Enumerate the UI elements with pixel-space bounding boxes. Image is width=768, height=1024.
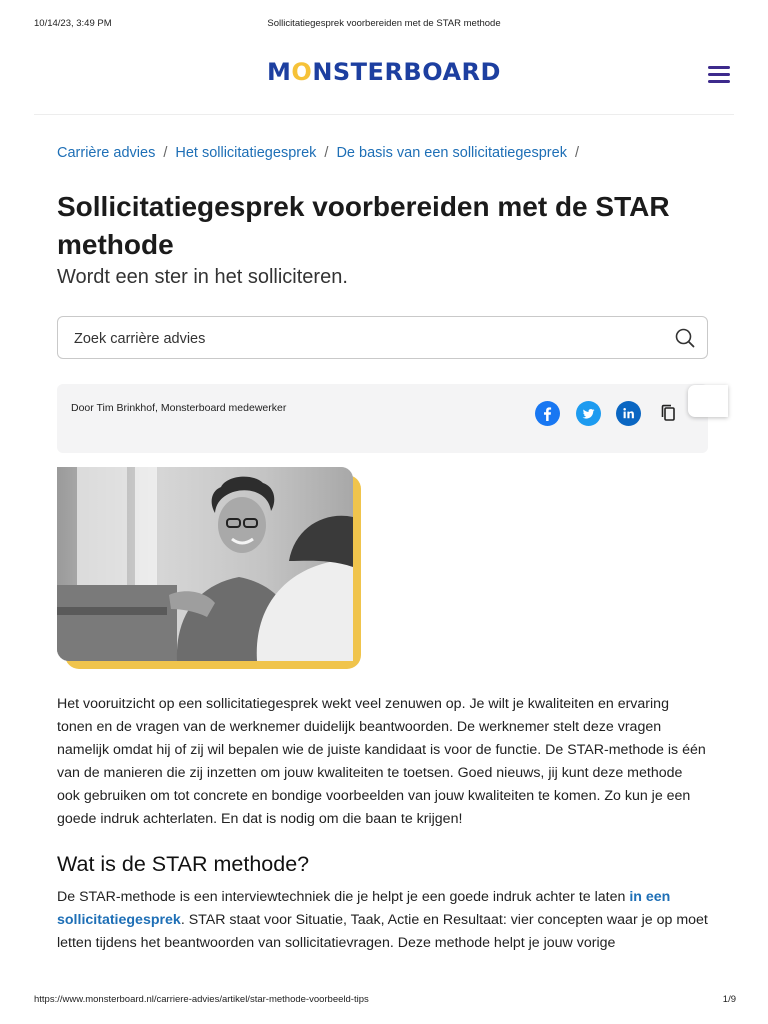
linkedin-share-button[interactable] [616,401,641,426]
section-heading-star: Wat is de STAR methode? [57,852,310,876]
hamburger-menu-icon[interactable] [708,66,730,84]
breadcrumb-separator: / [163,145,168,161]
copy-link-button[interactable] [659,403,679,425]
print-url: https://www.monsterboard.nl/carriere-advies/artikel/star-methode-voorbeeld-tips [34,994,369,1005]
logo-text-o: O [291,58,313,86]
page-title: Sollicitatiegesprek voorbereiden met de STAR methode [57,191,670,260]
author-byline: Door Tim Brinkhof, Monsterboard medewerker [71,402,287,414]
author-share-box [57,384,708,453]
interview-photo [57,467,353,661]
intro-paragraph: Het vooruitzicht op een sollicitatiegesprek wekt veel zenuwen op. Je wilt je kwaliteiten en ervaring tonen en de vragen van de werknemer duidelijk beantwoorden. De werknemer stelt deze vragen namelijk omdat hij of zij wil bepalen wie de juiste kandidaat is voor de functie. De STAR-methode is één van de manieren die zij inzetten om jouw kwaliteiten te toetsen. Goed nieuws, jij kunt deze methode ook gebruiken om tot concrete en bondige voorbeelden van jouw kwaliteiten te komen. Zo kun je een goede indruk achterlaten. En dat is nodig om die baan te krijgen! [57,696,706,827]
print-datetime: 10/14/23, 3:49 PM [34,18,112,29]
linkedin-icon [616,401,641,426]
print-footer [34,994,736,1008]
logo-text-rest: NSTERBOARD [312,58,501,86]
breadcrumb-basis-sollicitatiegesprek[interactable]: De basis van een sollicitatiegesprek [336,145,567,161]
search-input[interactable] [72,317,656,360]
print-header [34,18,734,32]
menu-bar [708,66,730,69]
star-paragraph-text: De STAR-methode is een interviewtechniek die je helpt je een goede indruk achter te laten [57,889,630,905]
monsterboard-logo[interactable] [34,58,734,86]
twitter-share-button[interactable] [576,401,601,426]
breadcrumb-separator: / [324,145,329,161]
star-paragraph-text-cont: . STAR staat voor Situatie, Taak, Actie en Resultaat: vier concepten waar je op moet letten tijdens het beantwoorden van sollicitatievragen. Deze methode helpt je jouw vorige [57,912,708,951]
star-paragraph [57,886,708,955]
print-page-number: 1/9 [722,994,736,1005]
floating-feedback-tab[interactable] [688,385,728,417]
page-subtitle: Wordt een ster in het solliciteren. [57,266,348,288]
facebook-icon [535,401,560,426]
hero-image [57,467,361,669]
search-bar [57,316,708,359]
logo-text-m: M [267,58,292,86]
hero-photo [57,467,353,661]
breadcrumb-separator: / [574,145,579,161]
site-header [34,48,734,115]
breadcrumb-het-sollicitatiegesprek[interactable]: Het sollicitatiegesprek [175,145,317,161]
facebook-share-button[interactable] [535,401,560,426]
print-doc-title: Sollicitatiegesprek voorbereiden met de STAR methode [267,18,501,29]
breadcrumb [57,145,711,161]
copy-icon [659,403,679,425]
link-sollicitatiegesprek[interactable]: in een sollicitatiegesprek [57,889,671,928]
menu-bar [708,80,730,83]
search-icon[interactable] [675,328,695,348]
menu-bar [708,73,730,76]
breadcrumb-carriere-advies[interactable]: Carrière advies [57,145,156,161]
twitter-icon [576,401,601,426]
